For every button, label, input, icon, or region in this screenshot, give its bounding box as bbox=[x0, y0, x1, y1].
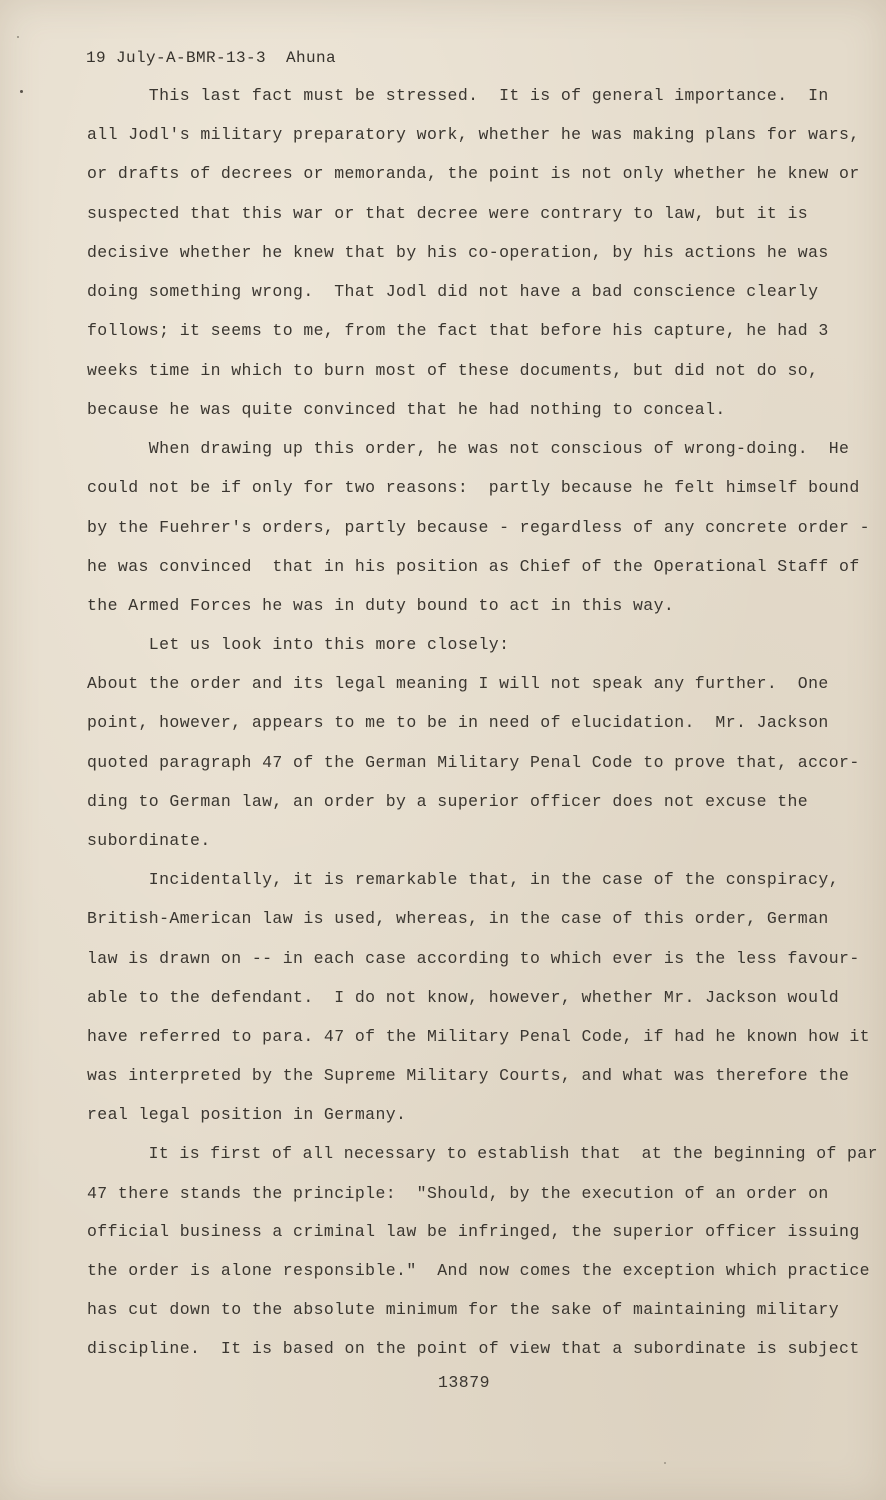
text-line: This last fact must be stressed. It is of general importance. In bbox=[87, 86, 829, 105]
paper-speck bbox=[664, 1462, 666, 1464]
text-line: 47 there stands the principle: "Should, by the execution of an order on bbox=[87, 1184, 829, 1203]
text-line: has cut down to the absolute minimum for the sake of maintaining military bbox=[87, 1300, 840, 1319]
text-line: official business a criminal law be infringed, the superior officer issuing bbox=[87, 1222, 860, 1241]
text-line: Incidentally, it is remarkable that, in the case of the conspiracy, bbox=[87, 870, 840, 889]
text-line: was interpreted by the Supreme Military Courts, and what was therefore the bbox=[87, 1066, 850, 1085]
text-line: weeks time in which to burn most of these documents, but did not do so, bbox=[87, 361, 819, 380]
text-line: could not be if only for two reasons: partly because he felt himself bound bbox=[87, 478, 860, 497]
text-line: suspected that this war or that decree were contrary to law, but it is bbox=[87, 204, 809, 223]
paper-speck bbox=[17, 36, 19, 38]
text-line: Let us look into this more closely: bbox=[87, 635, 510, 654]
text-line: doing something wrong. That Jodl did not have a bad conscience clearly bbox=[87, 282, 819, 301]
text-line: point, however, appears to me to be in need of elucidation. Mr. Jackson bbox=[87, 713, 829, 732]
text-line: the order is alone responsible." And now comes the exception which practice bbox=[87, 1261, 870, 1280]
text-line: subordinate. bbox=[87, 831, 211, 850]
text-line: British-American law is used, whereas, in the case of this order, German bbox=[87, 909, 829, 928]
text-line: About the order and its legal meaning I will not speak any further. One bbox=[87, 674, 829, 693]
text-line: real legal position in Germany. bbox=[87, 1105, 407, 1124]
text-line: quoted paragraph 47 of the German Military Penal Code to prove that, accor- bbox=[87, 753, 860, 772]
text-line: ding to German law, an order by a superior officer does not excuse the bbox=[87, 792, 809, 811]
page-number: 13879 bbox=[438, 1373, 491, 1392]
text-line: by the Fuehrer's orders, partly because - regardless of any concrete order - bbox=[87, 518, 870, 537]
text-line: because he was quite convinced that he had nothing to conceal. bbox=[87, 400, 726, 419]
text-line: have referred to para. 47 of the Military Penal Code, if had he known how it bbox=[87, 1027, 870, 1046]
text-line: follows; it seems to me, from the fact that before his capture, he had 3 bbox=[87, 321, 829, 340]
paper-speck bbox=[20, 90, 23, 93]
text-line: When drawing up this order, he was not conscious of wrong-doing. He bbox=[87, 439, 850, 458]
page-header: 19 July-A-BMR-13-3 Ahuna bbox=[86, 49, 337, 67]
text-line: he was convinced that in his position as Chief of the Operational Staff of bbox=[87, 557, 860, 576]
text-line: decisive whether he knew that by his co-operation, by his actions he was bbox=[87, 243, 829, 262]
text-line: or drafts of decrees or memoranda, the point is not only whether he knew or bbox=[87, 164, 860, 183]
text-line: discipline. It is based on the point of view that a subordinate is subject bbox=[87, 1339, 860, 1358]
text-line: all Jodl's military preparatory work, whether he was making plans for wars, bbox=[87, 125, 860, 144]
text-line: law is drawn on -- in each case according to which ever is the less favour- bbox=[87, 949, 860, 968]
text-line: able to the defendant. I do not know, however, whether Mr. Jackson would bbox=[87, 988, 840, 1007]
text-line: It is first of all necessary to establish that at the beginning of par bbox=[87, 1144, 878, 1163]
text-line: the Armed Forces he was in duty bound to act in this way. bbox=[87, 596, 675, 615]
